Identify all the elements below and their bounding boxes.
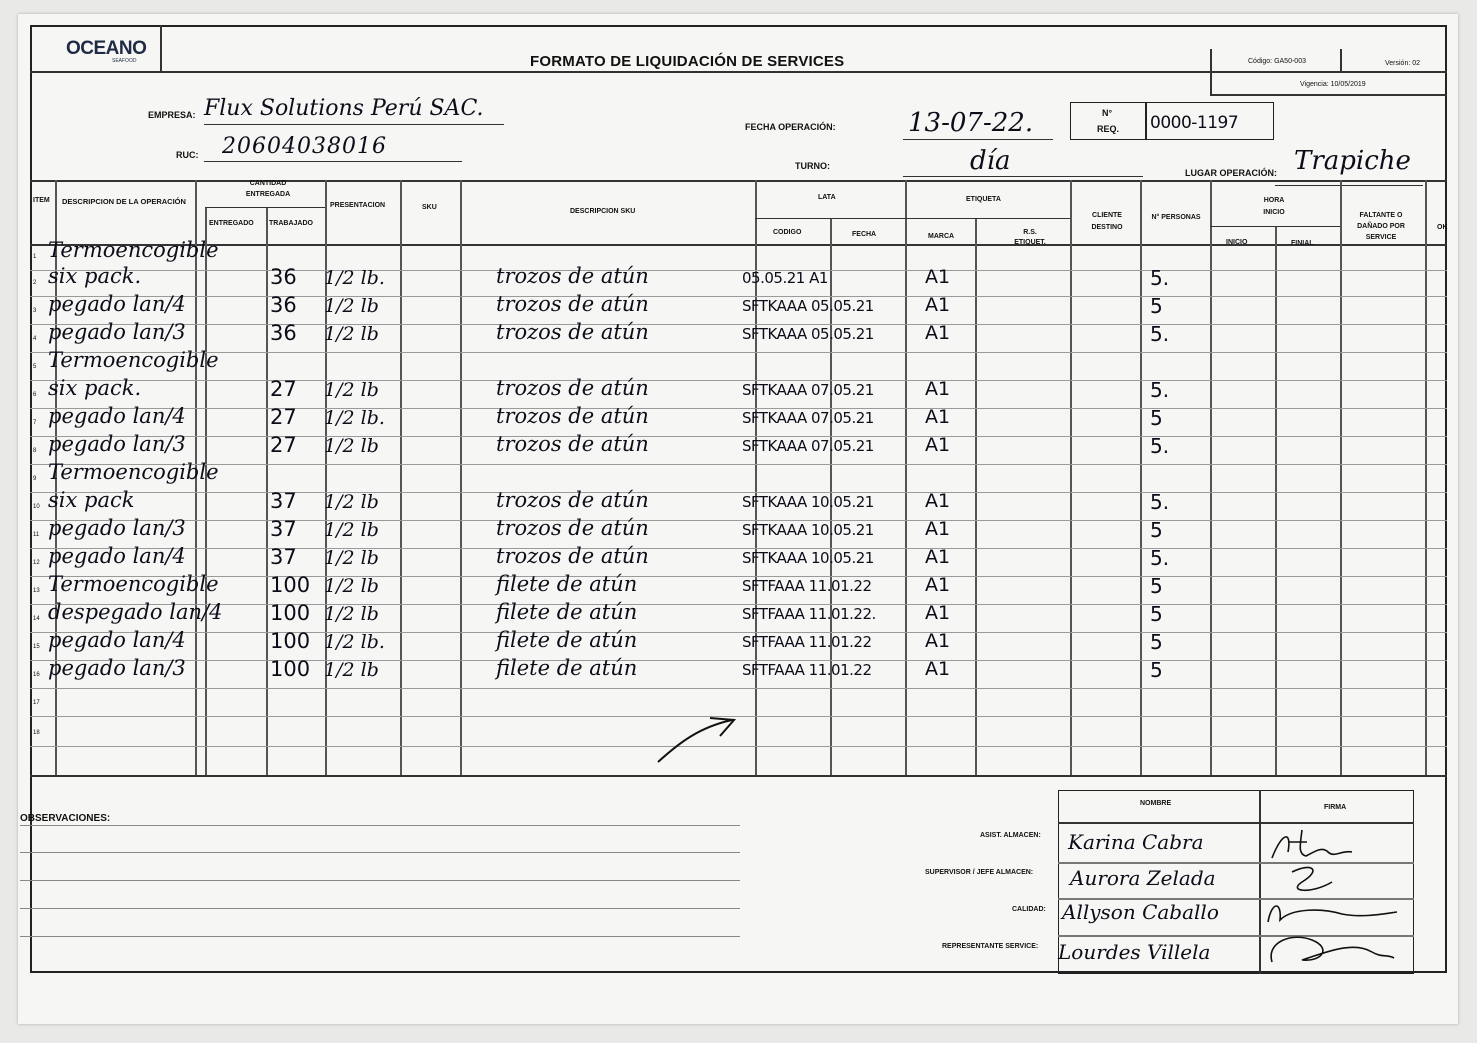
lugar-value: Trapiche	[1294, 146, 1411, 176]
table-row	[30, 688, 1447, 689]
table-row	[30, 324, 1447, 325]
turno-label: TURNO:	[795, 161, 830, 171]
row-trabajado: 37	[270, 545, 297, 569]
row-marca: A1	[925, 322, 951, 344]
row-description: despegado lan/4	[48, 600, 223, 624]
obs-line-2	[20, 852, 740, 853]
row-trabajado: 100	[270, 629, 311, 653]
col-presentacion: PRESENTACION	[330, 202, 386, 209]
vigencia-label: Vigencia: 10/05/2019	[1300, 81, 1366, 88]
row-marca: A1	[925, 266, 951, 288]
row-number: 16	[33, 672, 40, 678]
turno-value: día	[970, 146, 1011, 176]
row-descripcion-sku: trozos de atún	[496, 544, 649, 568]
subheader-rule	[205, 207, 325, 208]
col-sku: SKU	[422, 204, 437, 211]
vigencia-rule	[1210, 94, 1447, 96]
row-description: six pack.	[48, 376, 142, 400]
ruc-underline	[204, 161, 462, 162]
row-number: 10	[33, 504, 40, 510]
row-presentacion: 1/2 lb	[324, 379, 379, 401]
row-descripcion-sku: trozos de atún	[496, 516, 649, 540]
ruc-label: RUC:	[176, 150, 199, 160]
req-label-n: N°	[1102, 108, 1113, 118]
col-hora-inicio: HORA INICIO	[1263, 197, 1285, 216]
row-personas: 5	[1150, 574, 1163, 598]
col-marca: MARCA	[928, 233, 955, 240]
row-description: Termoencogible	[48, 460, 219, 484]
table-row	[30, 464, 1447, 465]
row-marca: A1	[925, 434, 951, 456]
row-personas: 5.	[1150, 378, 1170, 402]
row-descripcion-sku: trozos de atún	[496, 404, 649, 428]
code-divider	[1210, 49, 1212, 95]
row-descripcion-sku: trozos de atún	[496, 376, 649, 400]
row-number: 4	[33, 336, 37, 342]
row-lata-codigo: 05.05.21 A1	[742, 269, 828, 287]
row-presentacion: 1/2 lb	[324, 519, 379, 541]
empresa-value: Flux Solutions Perú SAC.	[204, 96, 484, 121]
row-presentacion: 1/2 lb	[324, 323, 379, 345]
row-trabajado: 100	[270, 601, 311, 625]
row-personas: 5	[1150, 518, 1163, 542]
table-row	[30, 352, 1447, 353]
row-number: 11	[33, 532, 40, 538]
version-label: Versión: 02	[1385, 60, 1421, 67]
row-number: 14	[33, 616, 40, 622]
col-ok: OK	[1437, 224, 1448, 231]
table-row	[30, 436, 1447, 437]
row-marca: A1	[925, 490, 951, 512]
row-lata-codigo: SFTKAAA 05.05.21	[742, 325, 874, 343]
row-marca: A1	[925, 574, 951, 596]
row-descripcion-sku: trozos de atún	[496, 488, 649, 512]
lugar-underline	[1275, 185, 1423, 186]
row-lata-codigo: SFTKAAA 05.05.21	[742, 297, 874, 315]
row-personas: 5	[1150, 406, 1163, 430]
col-faltante: FALTANTE O DAÑADO POR SERVICE	[1357, 212, 1405, 241]
row-trabajado: 27	[270, 433, 297, 457]
row-trabajado: 37	[270, 489, 297, 513]
row-description: pegado lan/4	[48, 292, 186, 316]
row-number: 5	[33, 364, 37, 370]
table-row	[30, 548, 1447, 549]
row-description: pegado lan/3	[48, 516, 186, 540]
obs-line-1	[20, 825, 740, 826]
table-row	[30, 296, 1447, 297]
row-descripcion-sku: filete de atún	[496, 600, 638, 624]
fecha-underline	[903, 139, 1053, 140]
company-logo-sub: SEAFOOD	[112, 58, 137, 64]
row-personas: 5.	[1150, 490, 1170, 514]
row-lata-codigo: SFTKAAA 07.05.21	[742, 409, 874, 427]
column-divider	[1275, 226, 1277, 775]
signature-divider	[1259, 790, 1261, 974]
row-personas: 5.	[1150, 322, 1170, 346]
row-lata-codigo: SFTKAAA 07.05.21	[742, 437, 874, 455]
row-descripcion-sku: trozos de atún	[496, 432, 649, 456]
fecha-value: 13-07-22.	[908, 108, 1034, 138]
subheader-rule	[755, 218, 905, 219]
asist-name: Karina Cabra	[1068, 830, 1204, 854]
signature-scribbles-icon	[1262, 822, 1412, 972]
logo-divider	[160, 25, 162, 71]
row-description: pegado lan/3	[48, 432, 186, 456]
row-personas: 5	[1150, 294, 1163, 318]
col-cantidad: CANTIDAD ENTREGADA	[245, 180, 291, 198]
col-fecha: FECHA	[852, 231, 877, 238]
row-trabajado: 27	[270, 377, 297, 401]
row-description: pegado lan/3	[48, 320, 186, 344]
row-lata-codigo: SFTKAAA 10.05.21	[742, 493, 874, 511]
row-description: pegado lan/3	[48, 656, 186, 680]
row-personas: 5	[1150, 602, 1163, 626]
row-number: 7	[33, 420, 37, 426]
row-number: 8	[33, 448, 37, 454]
row-number: 17	[33, 700, 40, 706]
empresa-label: EMPRESA:	[148, 110, 196, 120]
row-lata-codigo: SFTFAAA 11.01.22.	[742, 605, 876, 623]
col-lata: LATA	[818, 194, 836, 201]
table-row	[30, 632, 1447, 633]
row-marca: A1	[925, 630, 951, 652]
fecha-label: FECHA OPERACIÓN:	[745, 122, 836, 132]
row-presentacion: 1/2 lb.	[324, 631, 385, 653]
req-label-req: REQ.	[1097, 124, 1120, 134]
representante-name: Lourdes Villela	[1058, 940, 1211, 964]
row-marca: A1	[925, 658, 951, 680]
table-row	[30, 660, 1447, 661]
row-description: six pack.	[48, 264, 142, 288]
row-lata-codigo: SFTKAAA 10.05.21	[742, 549, 874, 567]
row-description: Termoencogible	[48, 572, 219, 596]
row-description: six pack	[48, 488, 135, 512]
col-descripcion: DESCRIPCION DE LA OPERACIÓN	[62, 197, 186, 206]
row-presentacion: 1/2 lb	[324, 491, 379, 513]
observaciones-label: OBSERVACIONES:	[20, 813, 111, 824]
row-personas: 5	[1150, 658, 1163, 682]
column-divider	[205, 207, 207, 775]
row-descripcion-sku: trozos de atún	[496, 264, 649, 288]
row-presentacion: 1/2 lb	[324, 435, 379, 457]
calidad-label: CALIDAD:	[1012, 906, 1046, 913]
row-description: Termoencogible	[48, 238, 219, 262]
firma-label: FIRMA	[1324, 804, 1347, 811]
col-trabajado: TRABAJADO	[269, 220, 313, 227]
row-description: Termoencogible	[48, 348, 219, 372]
column-divider	[266, 207, 268, 775]
row-descripcion-sku: filete de atún	[496, 656, 638, 680]
row-trabajado: 36	[270, 293, 297, 317]
obs-line-3	[20, 880, 740, 881]
row-number: 15	[33, 644, 40, 650]
company-logo: OCEANO	[66, 38, 147, 59]
table-row	[30, 520, 1447, 521]
row-description: pegado lan/4	[48, 628, 186, 652]
row-descripcion-sku: filete de atún	[496, 628, 638, 652]
row-personas: 5.	[1150, 434, 1170, 458]
row-trabajado: 37	[270, 517, 297, 541]
col-rs-etiquet: R.S. ETIQUET.	[1014, 229, 1046, 246]
supervisor-label: SUPERVISOR / JEFE ALMACEN:	[925, 869, 1034, 876]
row-number: 1	[33, 254, 37, 260]
obs-line-5	[20, 936, 740, 937]
lugar-label: LUGAR OPERACIÓN:	[1185, 168, 1277, 178]
row-number: 3	[33, 308, 37, 314]
form-title: FORMATO DE LIQUIDACIÓN DE SERVICES	[530, 53, 845, 70]
row-presentacion: 1/2 lb	[324, 295, 379, 317]
row-number: 12	[33, 560, 40, 566]
table-row	[30, 270, 1447, 271]
row-number: 13	[33, 588, 40, 594]
codigo-label: Código: GA50-003	[1248, 58, 1306, 65]
row-description: pegado lan/4	[48, 404, 186, 428]
row-lata-codigo: SFTKAAA 10.05.21	[742, 521, 874, 539]
table-row	[30, 408, 1447, 409]
col-descripcion-sku: DESCRIPCION SKU	[570, 208, 636, 215]
supervisor-name: Aurora Zelada	[1070, 866, 1216, 890]
nombre-label: NOMBRE	[1140, 800, 1172, 807]
row-number: 9	[33, 476, 37, 482]
req-value: 0000-1197	[1150, 113, 1239, 133]
row-lata-codigo: SFTFAAA 11.01.22	[742, 577, 872, 595]
row-presentacion: 1/2 lb	[324, 659, 379, 681]
table-row	[30, 604, 1447, 605]
row-personas: 5	[1150, 630, 1163, 654]
row-trabajado: 100	[270, 657, 311, 681]
col-entregado: ENTREGADO	[209, 220, 254, 227]
empresa-underline	[204, 124, 504, 125]
asist-label: ASIST. ALMACEN:	[980, 832, 1041, 839]
row-trabajado: 100	[270, 573, 311, 597]
row-personas: 5.	[1150, 266, 1170, 290]
row-presentacion: 1/2 lb	[324, 603, 379, 625]
row-trabajado: 27	[270, 405, 297, 429]
ruc-value: 20604038016	[222, 134, 387, 159]
row-description: pegado lan/4	[48, 544, 186, 568]
col-final: FINIAL	[1291, 240, 1314, 247]
table-row	[30, 492, 1447, 493]
row-descripcion-sku: filete de atún	[496, 572, 638, 596]
row-trabajado: 36	[270, 265, 297, 289]
row-personas: 5.	[1150, 546, 1170, 570]
row-lata-codigo: SFTFAAA 11.01.22	[742, 633, 872, 651]
subheader-rule	[1210, 226, 1340, 227]
column-divider	[975, 218, 977, 775]
row-marca: A1	[925, 546, 951, 568]
turno-underline	[903, 176, 1143, 177]
row-marca: A1	[925, 602, 951, 624]
table-bottom-rule	[30, 775, 1447, 777]
row-descripcion-sku: trozos de atún	[496, 292, 649, 316]
row-lata-codigo: SFTFAAA 11.01.22	[742, 661, 872, 679]
row-descripcion-sku: trozos de atún	[496, 320, 649, 344]
row-number: 6	[33, 392, 37, 398]
version-divider	[1340, 49, 1342, 71]
row-marca: A1	[925, 378, 951, 400]
col-inicio: INICIO	[1226, 239, 1248, 246]
row-marca: A1	[925, 518, 951, 540]
col-codigo: CODIGO	[773, 229, 802, 236]
representante-label: REPRESENTANTE SERVICE:	[942, 943, 1039, 950]
col-etiqueta: ETIQUETA	[966, 196, 1001, 203]
header-rule	[30, 71, 1447, 73]
row-presentacion: 1/2 lb	[324, 547, 379, 569]
row-trabajado: 36	[270, 321, 297, 345]
row-presentacion: 1/2 lb.	[324, 267, 385, 289]
row-presentacion: 1/2 lb	[324, 575, 379, 597]
row-number: 18	[33, 730, 40, 736]
row-marca: A1	[925, 294, 951, 316]
subheader-rule	[905, 218, 1070, 219]
row-lata-codigo: SFTKAAA 07.05.21	[742, 381, 874, 399]
calidad-name: Allyson Caballo	[1062, 900, 1219, 924]
row-presentacion: 1/2 lb.	[324, 407, 385, 429]
row-number: 2	[33, 280, 37, 286]
col-personas: N° PERSONAS	[1151, 214, 1201, 221]
col-cliente-destino: CLIENTE DESTINO	[1091, 212, 1123, 231]
obs-line-4	[20, 908, 740, 909]
row-marca: A1	[925, 406, 951, 428]
table-row	[30, 380, 1447, 381]
table-row	[30, 576, 1447, 577]
end-arrow-icon	[650, 712, 740, 767]
col-item: ITEM	[33, 197, 50, 204]
